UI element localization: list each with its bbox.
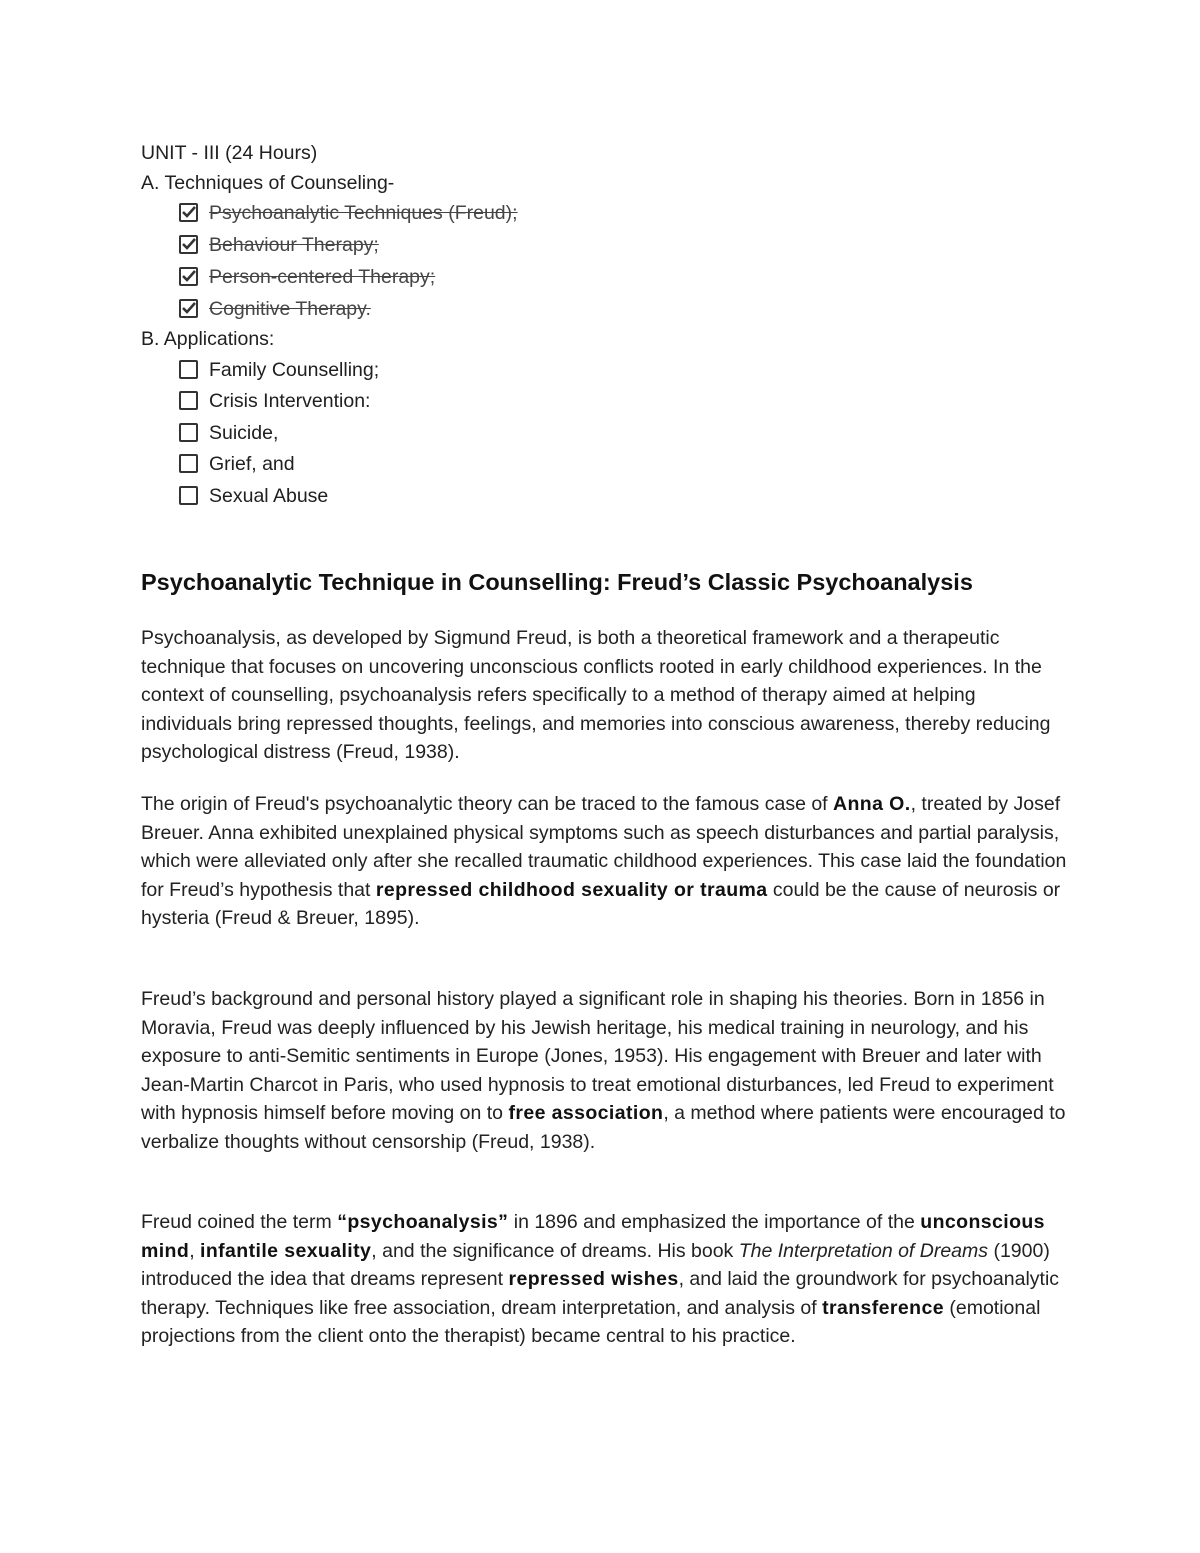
checklist-item[interactable] xyxy=(179,297,371,321)
paragraph-4 xyxy=(141,1208,1071,1351)
checklist-item[interactable] xyxy=(179,265,435,289)
checklist-item-label: Behaviour Therapy; xyxy=(209,234,379,256)
checkbox-checked-icon[interactable] xyxy=(179,299,198,318)
bold-term: transference xyxy=(822,1296,944,1319)
bold-term: “psychoanalysis” xyxy=(337,1211,509,1233)
checklist-item[interactable] xyxy=(179,421,278,445)
unit-title: UNIT - III (24 Hours) xyxy=(141,142,318,164)
text-run: , a method where patients were encouraged to verbalize thoughts without censorship (Freud, 1938). xyxy=(141,1102,1066,1153)
checkbox-checked-icon[interactable] xyxy=(179,267,198,286)
text-run: Psychoanalysis, as developed by Sigmund Freud, is both a theoretical framework and a therapeutic technique that focuses on uncovering unconscious conflicts rooted in early childhood experiences. In the context of counselling, psychoanalysis refers specifically to a method of therapy aimed at helping individuals bring repressed thoughts, feelings, and memories into conscious awareness, thereby reducing psychological distress (Freud, 1938). xyxy=(141,627,1051,764)
text-run: , treated by Josef Breuer. Anna exhibited unexplained physical symptoms such as speech disturbances and partial paralysis, which were alleviated only after she recalled traumatic childhood experiences. This case laid the foundation for Freud’s hypothesis that xyxy=(141,793,1067,901)
checklist-item-label: Sexual Abuse xyxy=(209,485,329,507)
checkbox-empty-icon[interactable] xyxy=(179,454,198,473)
checkbox-empty-icon[interactable] xyxy=(179,360,198,379)
checkbox-checked-icon[interactable] xyxy=(179,235,198,254)
text-run: in 1896 and emphasized the importance of the xyxy=(508,1211,921,1233)
paragraph-1 xyxy=(141,624,1071,767)
section-heading: Psychoanalytic Technique in Counselling: Freud’s Classic Psychoanalysis xyxy=(141,569,973,595)
checklist-item[interactable] xyxy=(179,358,379,382)
text-run: , and laid the groundwork for psychoanalytic therapy. Techniques like free association, dream interpretation, and analysis of xyxy=(141,1268,1060,1319)
checklist-item[interactable] xyxy=(179,201,518,225)
paragraph-2 xyxy=(141,790,1071,933)
section-b-label: B. Applications: xyxy=(141,328,275,350)
bold-term: repressed wishes xyxy=(508,1268,679,1291)
checklist-item[interactable] xyxy=(179,233,379,257)
text-run: (1900) introduced the idea that dreams represent xyxy=(141,1239,1050,1291)
text-run: The origin of Freud's psychoanalytic theory can be traced to the famous case of xyxy=(141,793,834,815)
checklist-item-label: Person-centered Therapy; xyxy=(209,266,436,288)
checkbox-empty-icon[interactable] xyxy=(179,391,198,410)
text-run: , and the significance of dreams. His book xyxy=(371,1239,739,1262)
bold-term: infantile sexuality xyxy=(200,1239,372,1262)
checklist-item[interactable] xyxy=(179,484,328,508)
bold-term: unconscious mind xyxy=(141,1211,1045,1262)
checklist-item[interactable] xyxy=(179,452,295,476)
section-a-label: A. Techniques of Counseling- xyxy=(141,172,395,194)
checklist-item-label: Cognitive Therapy. xyxy=(209,298,371,320)
checklist-item-label: Psychoanalytic Techniques (Freud); xyxy=(209,202,518,224)
bold-term: Anna O. xyxy=(833,793,911,815)
checklist-item-label: Crisis Intervention: xyxy=(209,390,371,412)
text-run: could be the cause of neurosis or hysteria (Freud & Breuer, 1895). xyxy=(141,878,1061,930)
text-run: , xyxy=(189,1239,201,1262)
book-title: The Interpretation of Dreams xyxy=(738,1239,989,1262)
text-run: (emotional projections from the client onto the therapist) became central to his practice. xyxy=(141,1296,1041,1348)
checkbox-empty-icon[interactable] xyxy=(179,486,198,505)
checklist-item-label: Family Counselling; xyxy=(209,359,380,381)
checklist-item[interactable] xyxy=(179,389,370,413)
bold-term: repressed childhood sexuality or trauma xyxy=(375,878,768,901)
text-run: Freud coined the term xyxy=(141,1211,338,1233)
checklist-item-label: Suicide, xyxy=(209,422,279,444)
checkbox-empty-icon[interactable] xyxy=(179,423,198,442)
paragraph-3 xyxy=(141,985,1071,1157)
bold-term: free association xyxy=(508,1102,664,1125)
checkbox-checked-icon[interactable] xyxy=(179,203,198,222)
checklist-item-label: Grief, and xyxy=(209,453,295,475)
text-run: Freud’s background and personal history played a significant role in shaping his theories. Born in 1856 in Moravia, Freud was deeply influenced by his Jewish heritage, his medical training in neurology, and his exposure to anti-Semitic sentiments in Europe (Jones, 1953). His engagement with Breuer and later with Jean-Martin Charcot in Paris, who used hypnosis to treat emotional disturbances, led Freud to experiment with hypnosis himself before moving on to xyxy=(141,988,1054,1125)
